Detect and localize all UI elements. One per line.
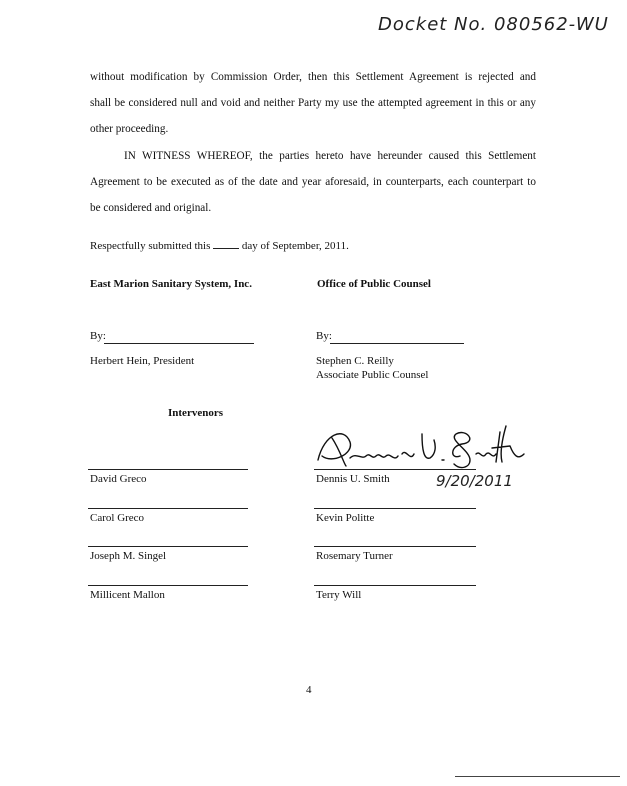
handwritten-signature — [310, 420, 530, 480]
intervenor-line-left — [88, 469, 248, 470]
paragraph-line: shall be considered null and void and neither Party my use the attempted agreement in this or any — [90, 97, 536, 109]
docket-number-handwritten: Docket No. 080562-WU — [378, 14, 609, 35]
paragraph-line: other proceeding. — [90, 123, 169, 135]
intervenor-left-name: Millicent Mallon — [90, 589, 165, 601]
intervenors-heading: Intervenors — [168, 407, 223, 419]
intervenor-left-name: Joseph M. Singel — [90, 550, 167, 562]
handwritten-date: 9/20/2011 — [436, 472, 513, 490]
paragraph-line: IN WITNESS WHEREOF, the parties hereto have hereunder caused this Settlement — [124, 150, 536, 162]
signer-left: Herbert Hein, President — [90, 355, 195, 367]
signature-line-right — [330, 343, 464, 344]
intervenor-line-right — [314, 508, 476, 509]
by-label-right: By: — [316, 330, 332, 342]
by-label-left: By: — [90, 330, 106, 342]
signer-right-title: Associate Public Counsel — [316, 369, 429, 381]
intervenor-line-left — [88, 585, 248, 586]
intervenor-right-name: Dennis U. Smith — [316, 473, 390, 485]
paragraph-continuation — [90, 64, 536, 142]
intervenor-right-name: Rosemary Turner — [316, 550, 393, 562]
page-number: 4 — [306, 684, 312, 696]
day-blank — [213, 238, 239, 249]
intervenor-line-left — [88, 546, 248, 547]
paragraph-line: without modification by Commission Order, then this Settlement Agreement is rejected and — [90, 71, 536, 83]
intervenor-right-name: Terry Will — [316, 589, 362, 601]
party-left-org: East Marion Sanitary System, Inc. — [90, 278, 252, 290]
intervenor-left-name: David Greco — [90, 473, 147, 485]
paragraph-line: Agreement to be executed as of the date and year aforesaid, in counterparts, each counterpart to — [90, 176, 536, 188]
submitted-suffix: day of September, 2011. — [241, 240, 349, 252]
intervenor-right-name: Kevin Politte — [316, 512, 375, 524]
submitted-line — [90, 238, 349, 252]
intervenor-line-right — [314, 546, 476, 547]
submitted-prefix: Respectfully submitted this — [90, 240, 211, 252]
paragraph-witness — [90, 143, 536, 221]
intervenor-line-right — [314, 585, 476, 586]
scan-edge-mark — [455, 776, 620, 777]
intervenor-left-name: Carol Greco — [90, 512, 145, 524]
intervenor-line-left — [88, 508, 248, 509]
paragraph-line: be considered and original. — [90, 202, 212, 214]
intervenor-line-right — [314, 469, 476, 470]
party-right-org: Office of Public Counsel — [317, 278, 431, 290]
signature-line-left — [104, 343, 254, 344]
signer-right: Stephen C. Reilly — [316, 355, 394, 367]
